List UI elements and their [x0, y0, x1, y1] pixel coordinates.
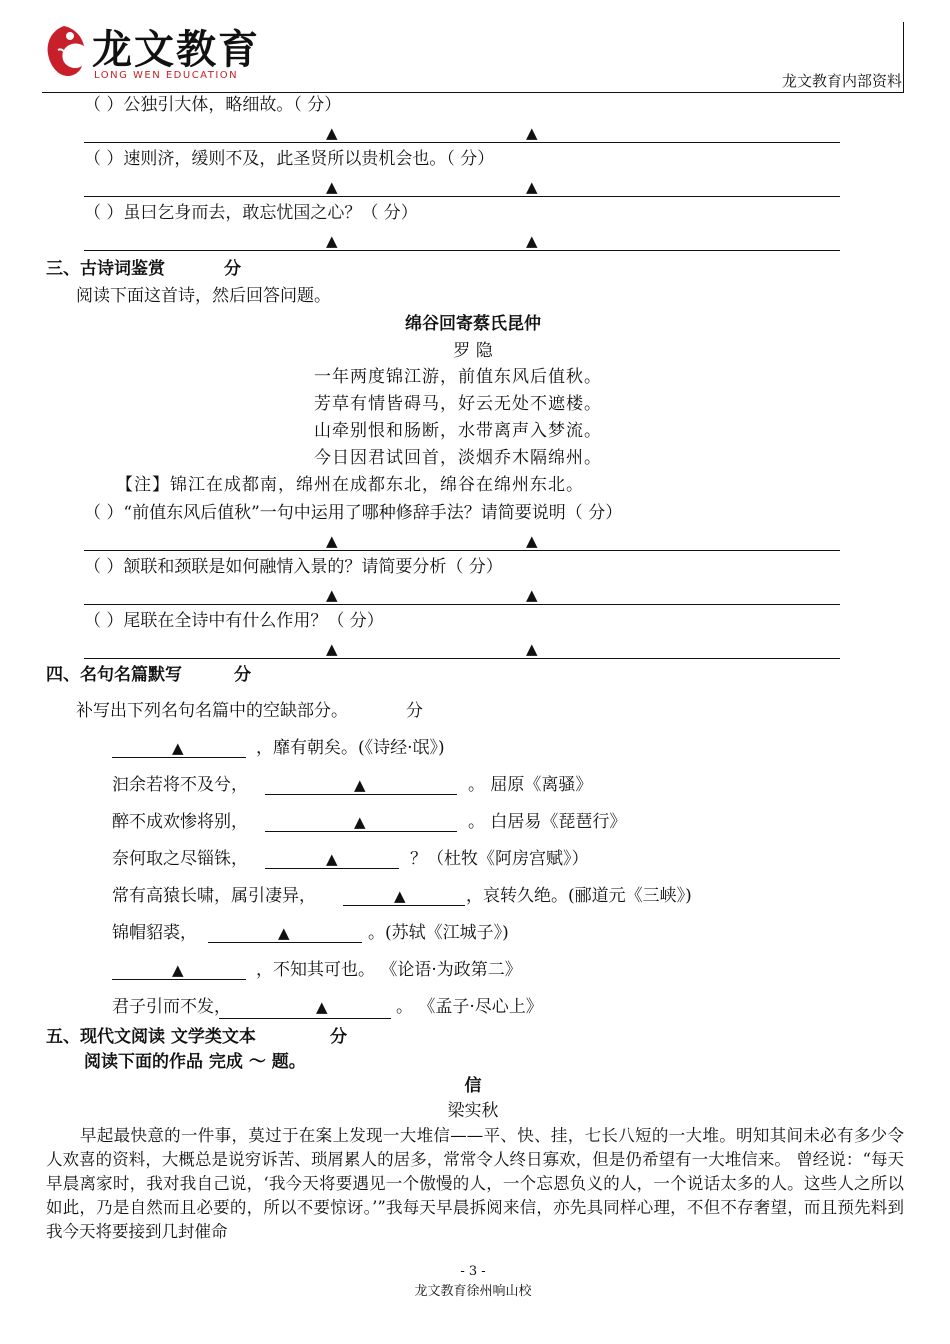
blank-line[interactable] — [343, 905, 465, 906]
answer-marker: ▲ — [526, 640, 538, 658]
logo-name: 龙文教育 — [92, 27, 260, 73]
section3-heading: 三、古诗词鉴赏 — [46, 259, 165, 279]
poem-question-2: （ ）颔联和颈联是如何融情入景的？请简要分析（ 分） — [84, 557, 503, 577]
blank-line[interactable] — [265, 868, 399, 869]
section4-instruction: 补写出下列名句名篇中的空缺部分。 — [76, 701, 348, 721]
poem-note: 【注】锦江在成都南，绵州在成都东北，绵谷在绵州东北。 — [116, 475, 584, 495]
poem-question-3: （ ）尾联在全诗中有什么作用？（ 分） — [84, 611, 384, 631]
logo-subtitle: LONG WEN EDUCATION — [94, 70, 239, 81]
article-title: 信 — [464, 1076, 482, 1096]
article-paragraph: 早起最快意的一件事，莫过于在案上发现一大堆信——平、快、挂，七长八短的一大堆。明知其间未必有多少令人欢喜的资料，大概总是说穷诉苦、琐屑累人的居多，常常令人终日寡欢，但是仍希望有一大堆信来。 曾经说：“每天早晨离家时，我对我自己说，‘我今天将要遇见一个傲慢的人，一个忘恩负义的人，一个说话太多的人。这些人之所以如此，乃是自然而且必要的，所以不要惊讶。’”我每天早晨拆阅来信，亦先具同样心理，不但不存奢望，而且预先料到我今天将要接到几封催命 — [46, 1126, 904, 1241]
answer-line[interactable] — [84, 196, 840, 197]
poem-author: 罗 隐 — [453, 341, 493, 361]
blank-line[interactable] — [112, 979, 246, 980]
answer-marker: ▲ — [326, 232, 338, 250]
recite-line-after: 。 《孟子·尽心上》 — [396, 997, 543, 1017]
recite-line-after: ，哀转久绝。(郦道元《三峡》) — [466, 886, 692, 906]
answer-marker: ▲ — [278, 924, 290, 942]
answer-line[interactable] — [84, 550, 840, 551]
q2-item-3: （ ）虽曰乞身而去，敢忘忧国之心？（ 分） — [84, 203, 418, 223]
section3-score: 分 — [224, 259, 241, 279]
answer-marker: ▲ — [326, 532, 338, 550]
section5-heading: 五、现代文阅读 文学类文本 — [46, 1027, 256, 1047]
answer-marker: ▲ — [326, 124, 338, 142]
answer-marker: ▲ — [394, 887, 406, 905]
recite-line-after: ？（杜牧《阿房宫赋》） — [410, 849, 589, 869]
section4-heading: 四、名句名篇默写 — [46, 665, 182, 685]
recite-line-before: 常有高猿长啸，属引凄异， — [112, 886, 316, 906]
section5-score: 分 — [330, 1027, 347, 1047]
page-number: - 3 - — [460, 1264, 486, 1279]
answer-line[interactable] — [84, 142, 840, 143]
answer-marker: ▲ — [526, 532, 538, 550]
answer-marker: ▲ — [172, 739, 184, 757]
footer-school: 龙文教育徐州响山校 — [414, 1284, 532, 1299]
q2-item-1: （ ）公独引大体，略细故。（ 分） — [84, 95, 342, 115]
answer-marker: ▲ — [526, 124, 538, 142]
answer-marker: ▲ — [526, 586, 538, 604]
poem-question-1: （ ）“前值东风后值秋”一句中运用了哪种修辞手法？请简要说明（ 分） — [84, 503, 623, 523]
answer-marker: ▲ — [354, 776, 366, 794]
recite-line-before: 醉不成欢惨将别， — [112, 812, 248, 832]
blank-line[interactable] — [208, 942, 362, 943]
article-author: 梁实秋 — [447, 1101, 499, 1121]
recite-line-after: ，靡有朝矣。(《诗经·氓》) — [256, 738, 445, 758]
answer-marker: ▲ — [326, 178, 338, 196]
section4-score: 分 — [234, 665, 251, 685]
header-divider-vertical — [903, 22, 904, 92]
answer-marker: ▲ — [526, 232, 538, 250]
section5-instruction: 阅读下面的作品 完成 ～ 题。 — [84, 1052, 306, 1072]
q2-item-2: （ ）速则济，缓则不及，此圣贤所以贵机会也。（ 分） — [84, 149, 495, 169]
answer-marker: ▲ — [316, 998, 328, 1016]
section4-instruction-score: 分 — [406, 701, 423, 721]
poem-line: 芳草有情皆碍马，好云无处不遮楼。 — [314, 394, 602, 414]
recite-line-after: 。 白居易《琵琶行》 — [468, 812, 627, 832]
poem-line: 山牵别恨和肠断，水带离声入梦流。 — [314, 421, 602, 441]
answer-marker: ▲ — [172, 961, 184, 979]
recite-line-after: 。(苏轼《江城子》) — [368, 923, 509, 943]
answer-marker: ▲ — [526, 178, 538, 196]
poem-line: 一年两度锦江游，前值东风后值秋。 — [314, 367, 602, 387]
poem-line: 今日因君试回首，淡烟乔木隔绵州。 — [314, 448, 602, 468]
answer-marker: ▲ — [326, 640, 338, 658]
poem-title: 绵谷回寄蔡氏昆仲 — [405, 314, 541, 334]
longwen-logo-icon — [44, 24, 86, 78]
section3-instruction: 阅读下面这首诗，然后回答问题。 — [76, 286, 331, 306]
recite-line-before: 奈何取之尽锱铢， — [112, 849, 248, 869]
answer-marker: ▲ — [354, 813, 366, 831]
answer-line[interactable] — [84, 250, 840, 251]
header-right-text: 龙文教育内部资料 — [781, 72, 902, 90]
recite-line-before: 锦帽貂裘， — [112, 923, 197, 943]
answer-marker: ▲ — [326, 586, 338, 604]
answer-line[interactable] — [84, 604, 840, 605]
recite-line-before: 汩余若将不及兮， — [112, 775, 248, 795]
recite-line-before: 君子引而不发， — [112, 997, 231, 1017]
header-divider — [42, 92, 904, 93]
blank-line[interactable] — [219, 1018, 391, 1019]
answer-line[interactable] — [84, 658, 840, 659]
blank-line[interactable] — [265, 794, 457, 795]
answer-marker: ▲ — [326, 850, 338, 868]
blank-line[interactable] — [112, 757, 246, 758]
blank-line[interactable] — [265, 831, 457, 832]
recite-line-after: 。 屈原《离骚》 — [468, 775, 593, 795]
recite-line-after: ，不知其可也。 《论语·为政第二》 — [256, 960, 522, 980]
